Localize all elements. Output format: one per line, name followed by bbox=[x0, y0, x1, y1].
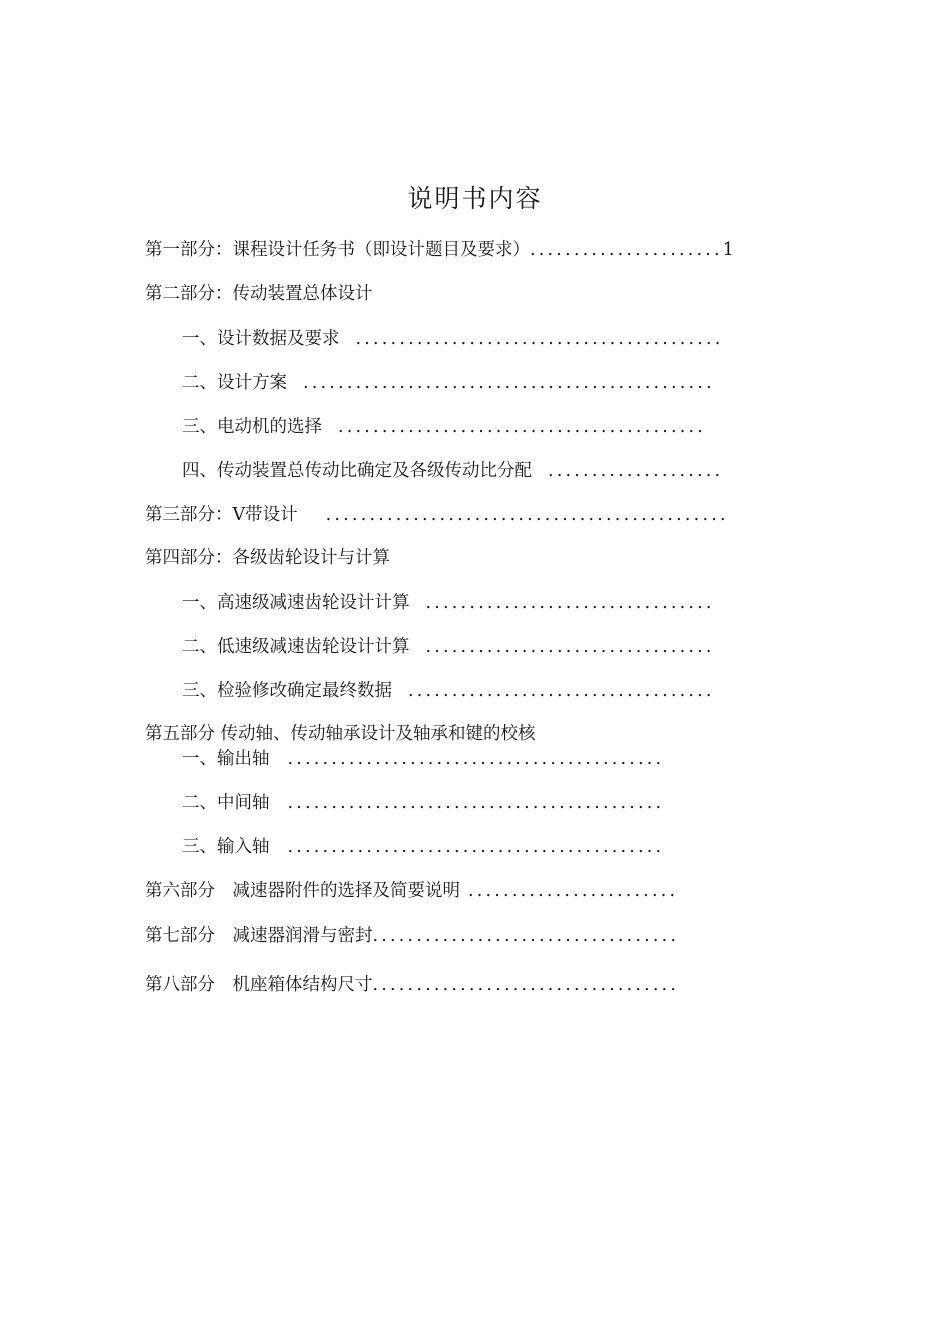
toc-entry-label: 二、设计方案 bbox=[182, 373, 287, 393]
toc-entry-part4-sub3[interactable] bbox=[182, 679, 715, 703]
toc-entry-label: 二、中间轴 bbox=[182, 793, 270, 813]
toc-entry-part3[interactable] bbox=[145, 503, 729, 527]
toc-leader-dots: .............................................. bbox=[325, 505, 729, 525]
toc-entry-part4-sub1[interactable] bbox=[182, 591, 715, 615]
toc-entry-label: 一、输出轴 bbox=[182, 749, 270, 769]
toc-entry-part2-sub3[interactable] bbox=[182, 415, 706, 439]
toc-entry-part2[interactable] bbox=[145, 282, 373, 306]
toc-entry-label: 三、检验修改确定最终数据 bbox=[182, 681, 392, 701]
toc-entry-part5[interactable] bbox=[145, 722, 536, 746]
toc-entry-label: 第二部分：传动装置总体设计 bbox=[145, 284, 373, 304]
toc-leader-dots: ................................... bbox=[408, 681, 715, 701]
toc-entry-label: 一、高速级减速齿轮设计计算 bbox=[182, 593, 410, 613]
toc-entry-label: 第八部分 机座箱体结构尺寸 bbox=[145, 975, 373, 995]
toc-leader-dots: ........................................... bbox=[287, 749, 665, 769]
toc-leader-dots: ............................................... bbox=[303, 373, 715, 393]
toc-leader-dots: ........................ bbox=[468, 881, 679, 901]
toc-leader-dots: .......................................... bbox=[355, 329, 724, 349]
toc-entry-label: 三、输入轴 bbox=[182, 837, 270, 857]
toc-leader-dots: ........................................... bbox=[287, 793, 665, 813]
toc-entry-label: 四、传动装置总传动比确定及各级传动比分配 bbox=[182, 461, 532, 481]
toc-leader-dots: ................................... bbox=[372, 926, 680, 946]
page-title: 说明书内容 bbox=[407, 184, 543, 213]
toc-entry-part8[interactable] bbox=[145, 973, 679, 997]
toc-entry-label: 第三部分：V带设计 bbox=[145, 505, 298, 525]
toc-entry-label: 第一部分：课程设计任务书（即设计题目及要求） bbox=[145, 240, 530, 260]
toc-entry-label: 第四部分：各级齿轮设计与计算 bbox=[145, 548, 390, 568]
toc-entry-part6[interactable] bbox=[145, 879, 678, 903]
toc-entry-part4-sub2[interactable] bbox=[182, 635, 715, 659]
toc-leader-dots: ................................. bbox=[425, 593, 715, 613]
toc-entry-part5-sub3[interactable] bbox=[182, 835, 664, 859]
toc-entry-label: 第七部分 减速器润滑与密封 bbox=[145, 926, 373, 946]
toc-leader-dots: ................................. bbox=[425, 637, 715, 657]
toc-entry-part2-sub4[interactable] bbox=[182, 459, 723, 483]
toc-entry-label: 一、设计数据及要求 bbox=[182, 329, 340, 349]
toc-entry-part4[interactable] bbox=[145, 546, 390, 570]
toc-entry-part7[interactable] bbox=[145, 924, 679, 948]
toc-entry-part5-sub2[interactable] bbox=[182, 791, 664, 815]
toc-leader-dots: ...................... bbox=[530, 240, 723, 260]
toc-entry-part1[interactable] bbox=[145, 238, 734, 262]
toc-entry-label: 第六部分 减速器附件的选择及简要说明 bbox=[145, 881, 460, 901]
toc-entry-part2-sub1[interactable] bbox=[182, 327, 724, 351]
toc-leader-dots: ........................................... bbox=[287, 837, 665, 857]
toc-leader-dots: .......................................... bbox=[338, 417, 707, 437]
toc-entry-label: 三、电动机的选择 bbox=[182, 417, 322, 437]
toc-entry-label: 第五部分 传动轴、传动轴承设计及轴承和键的校核 bbox=[145, 724, 536, 744]
toc-page-number: 1 bbox=[722, 240, 734, 260]
toc-entry-part5-sub1[interactable] bbox=[182, 747, 664, 771]
toc-entry-label: 二、低速级减速齿轮设计计算 bbox=[182, 637, 410, 657]
toc-entry-part2-sub2[interactable] bbox=[182, 371, 715, 395]
toc-leader-dots: .................... bbox=[548, 461, 724, 481]
toc-leader-dots: ................................... bbox=[372, 975, 680, 995]
